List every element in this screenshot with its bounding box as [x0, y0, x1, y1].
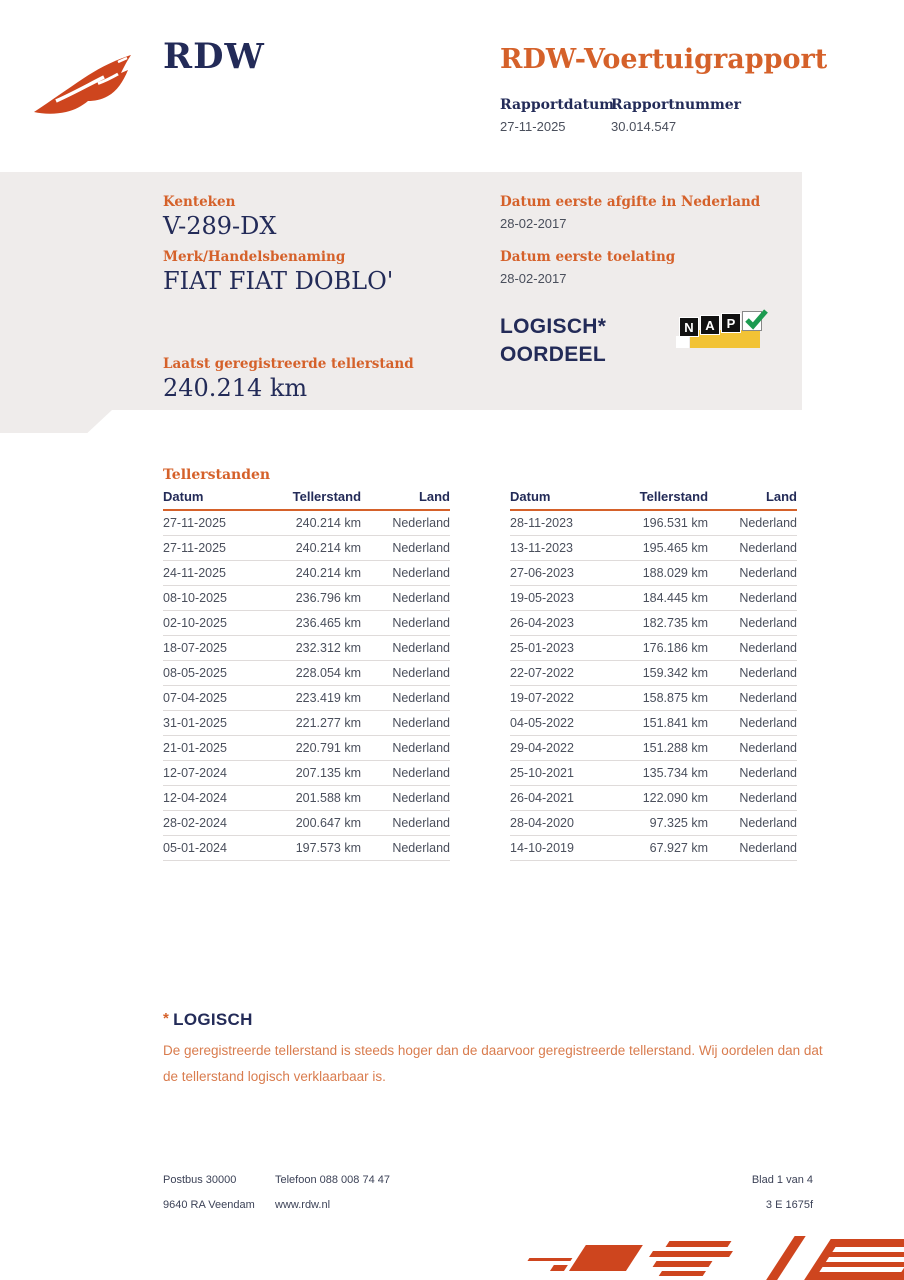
header-land: Land	[708, 487, 797, 510]
table-row	[163, 711, 450, 736]
report-date-value: 27-11-2025	[500, 119, 566, 134]
country-cell: Nederland	[708, 510, 797, 536]
date-cell: 27-06-2023	[510, 561, 625, 586]
odometer-cell: 201.588 km	[278, 786, 361, 811]
table-header-row	[163, 487, 450, 510]
odometer-cell: 240.214 km	[278, 536, 361, 561]
date-cell: 13-11-2023	[510, 536, 625, 561]
country-cell: Nederland	[361, 786, 450, 811]
table-row	[163, 636, 450, 661]
table-row	[163, 611, 450, 636]
date-cell: 19-05-2023	[510, 586, 625, 611]
country-cell: Nederland	[361, 661, 450, 686]
table-header-row	[510, 487, 797, 510]
odometer-cell: 188.029 km	[625, 561, 708, 586]
rdw-logo-text: RDW	[163, 36, 265, 77]
date-cell: 19-07-2022	[510, 686, 625, 711]
toelating-value: 28-02-2017	[500, 271, 567, 286]
table-row	[163, 586, 450, 611]
odometer-cell: 67.927 km	[625, 836, 708, 861]
country-cell: Nederland	[708, 561, 797, 586]
tellerstand-label: Laatst geregistreerde tellerstand	[163, 356, 414, 372]
odometer-cell: 197.573 km	[278, 836, 361, 861]
header-tellerstand: Tellerstand	[625, 487, 708, 510]
rdw-flag-icon	[30, 48, 158, 120]
odometer-cell: 158.875 km	[625, 686, 708, 711]
odometer-cell: 240.214 km	[278, 510, 361, 536]
country-cell: Nederland	[708, 636, 797, 661]
table-row	[510, 836, 797, 861]
header-tellerstand: Tellerstand	[278, 487, 361, 510]
odometer-cell: 176.186 km	[625, 636, 708, 661]
nap-letter-a: A	[700, 315, 720, 335]
country-cell: Nederland	[708, 811, 797, 836]
toelating-label: Datum eerste toelating	[500, 249, 676, 265]
table-row	[510, 510, 797, 536]
report-date-label: Rapportdatum	[500, 97, 615, 113]
date-cell: 29-04-2022	[510, 736, 625, 761]
date-cell: 26-04-2023	[510, 611, 625, 636]
country-cell: Nederland	[708, 586, 797, 611]
table-row	[510, 611, 797, 636]
odometer-cell: 200.647 km	[278, 811, 361, 836]
footer-page-info	[0, 1168, 813, 1218]
table-row	[510, 536, 797, 561]
logisch-note-title	[163, 1010, 253, 1030]
odometer-cell: 207.135 km	[278, 761, 361, 786]
date-cell: 27-11-2025	[163, 536, 278, 561]
odometer-cell: 135.734 km	[625, 761, 708, 786]
nap-logo	[676, 308, 764, 354]
date-cell: 22-07-2022	[510, 661, 625, 686]
country-cell: Nederland	[708, 711, 797, 736]
tellerstand-value: 240.214 km	[163, 374, 308, 402]
nap-letter-p: P	[721, 313, 741, 333]
merk-value: FIAT FIAT DOBLO'	[163, 267, 394, 295]
afgifte-value: 28-02-2017	[500, 216, 567, 231]
country-cell: Nederland	[361, 510, 450, 536]
odometer-cell: 151.841 km	[625, 711, 708, 736]
country-cell: Nederland	[361, 711, 450, 736]
country-cell: Nederland	[361, 636, 450, 661]
table-row	[510, 711, 797, 736]
checkmark-icon	[744, 307, 768, 331]
date-cell: 18-07-2025	[163, 636, 278, 661]
table-row	[510, 661, 797, 686]
table-row	[510, 811, 797, 836]
report-number-value: 30.014.547	[611, 119, 677, 134]
odometer-cell: 196.531 km	[625, 510, 708, 536]
date-cell: 28-02-2024	[163, 811, 278, 836]
country-cell: Nederland	[708, 536, 797, 561]
country-cell: Nederland	[708, 786, 797, 811]
date-cell: 25-10-2021	[510, 761, 625, 786]
odometer-table-left	[163, 487, 450, 861]
date-cell: 21-01-2025	[163, 736, 278, 761]
date-cell: 27-11-2025	[163, 510, 278, 536]
date-cell: 04-05-2022	[510, 711, 625, 736]
date-cell: 28-04-2020	[510, 811, 625, 836]
country-cell: Nederland	[708, 661, 797, 686]
country-cell: Nederland	[361, 761, 450, 786]
country-cell: Nederland	[361, 586, 450, 611]
odometer-cell: 220.791 km	[278, 736, 361, 761]
table-row	[510, 636, 797, 661]
country-cell: Nederland	[708, 686, 797, 711]
footer-page-number: Blad 1 van 4	[751, 1174, 813, 1186]
table-row	[510, 686, 797, 711]
table-row	[510, 786, 797, 811]
table-row	[510, 586, 797, 611]
odometer-cell: 159.342 km	[625, 661, 708, 686]
table-row	[510, 761, 797, 786]
nap-white-square	[676, 336, 689, 348]
date-cell: 31-01-2025	[163, 711, 278, 736]
date-cell: 26-04-2021	[510, 786, 625, 811]
table-row	[163, 811, 450, 836]
country-cell: Nederland	[708, 736, 797, 761]
logisch-note-title-text: LOGISCH	[173, 1010, 253, 1029]
date-cell: 14-10-2019	[510, 836, 625, 861]
oordeel-line1: LOGISCH*	[500, 315, 607, 338]
footer-form-code: 3 E 1675f	[765, 1199, 813, 1211]
odometer-cell: 122.090 km	[625, 786, 708, 811]
footer-website: www.rdw.nl	[275, 1199, 331, 1211]
table-row	[510, 736, 797, 761]
odometer-cell: 221.277 km	[278, 711, 361, 736]
table-row	[163, 561, 450, 586]
country-cell: Nederland	[361, 736, 450, 761]
odometer-cell: 182.735 km	[625, 611, 708, 636]
date-cell: 08-10-2025	[163, 586, 278, 611]
country-cell: Nederland	[708, 611, 797, 636]
oordeel-line2: OORDEEL	[500, 343, 606, 366]
country-cell: Nederland	[361, 536, 450, 561]
odometer-cell: 236.796 km	[278, 586, 361, 611]
logisch-note-body: De geregistreerde tellerstand is steeds hoger dan de daarvoor geregistreerde tellerstand. Wij oordelen dan dat de tellerstand logisch verklaarbaar is.	[163, 1043, 823, 1084]
table-row	[163, 761, 450, 786]
afgifte-label: Datum eerste afgifte in Nederland	[500, 194, 761, 210]
country-cell: Nederland	[708, 761, 797, 786]
odometer-cell: 236.465 km	[278, 611, 361, 636]
header-datum: Datum	[510, 487, 625, 510]
nap-letter-n: N	[679, 317, 699, 337]
date-cell: 24-11-2025	[163, 561, 278, 586]
footer-city: 9640 RA Veendam	[163, 1199, 255, 1211]
odometer-cell: 232.312 km	[278, 636, 361, 661]
odometer-cell: 223.419 km	[278, 686, 361, 711]
table-row	[163, 736, 450, 761]
country-cell: Nederland	[361, 686, 450, 711]
country-cell: Nederland	[361, 561, 450, 586]
odometer-cell: 184.445 km	[625, 586, 708, 611]
country-cell: Nederland	[361, 811, 450, 836]
oordeel-badge	[500, 313, 606, 369]
date-cell: 12-07-2024	[163, 761, 278, 786]
country-cell: Nederland	[361, 836, 450, 861]
odometer-table-right	[510, 487, 797, 861]
table-row	[163, 536, 450, 561]
footer-phone: Telefoon 088 008 74 47	[275, 1174, 390, 1186]
nap-checkbox	[742, 311, 762, 331]
kenteken-value: V-289-DX	[163, 212, 277, 240]
panel-corner-tab	[0, 410, 112, 433]
table-row	[510, 561, 797, 586]
odometer-cell: 97.325 km	[625, 811, 708, 836]
table-row	[163, 786, 450, 811]
odometer-cell: 228.054 km	[278, 661, 361, 686]
odometer-cell: 195.465 km	[625, 536, 708, 561]
footer-postbus: Postbus 30000	[163, 1174, 237, 1186]
report-number-label: Rapportnummer	[611, 97, 742, 113]
date-cell: 28-11-2023	[510, 510, 625, 536]
merk-label: Merk/Handelsbenaming	[163, 249, 346, 265]
header-land: Land	[361, 487, 450, 510]
country-cell: Nederland	[708, 836, 797, 861]
date-cell: 25-01-2023	[510, 636, 625, 661]
date-cell: 08-05-2025	[163, 661, 278, 686]
date-cell: 05-01-2024	[163, 836, 278, 861]
country-cell: Nederland	[361, 611, 450, 636]
table-row	[163, 686, 450, 711]
odometer-cell: 151.288 km	[625, 736, 708, 761]
date-cell: 07-04-2025	[163, 686, 278, 711]
page-title: RDW-Voertuigrapport	[500, 44, 828, 75]
asterisk: *	[163, 1010, 170, 1027]
header-datum: Datum	[163, 487, 278, 510]
table-row	[163, 836, 450, 861]
odometer-cell: 240.214 km	[278, 561, 361, 586]
rdw-speed-stripes-graphic	[514, 1234, 904, 1280]
date-cell: 12-04-2024	[163, 786, 278, 811]
kenteken-label: Kenteken	[163, 194, 236, 210]
tellerstanden-heading: Tellerstanden	[163, 467, 271, 483]
date-cell: 02-10-2025	[163, 611, 278, 636]
table-row	[163, 510, 450, 536]
table-row	[163, 661, 450, 686]
